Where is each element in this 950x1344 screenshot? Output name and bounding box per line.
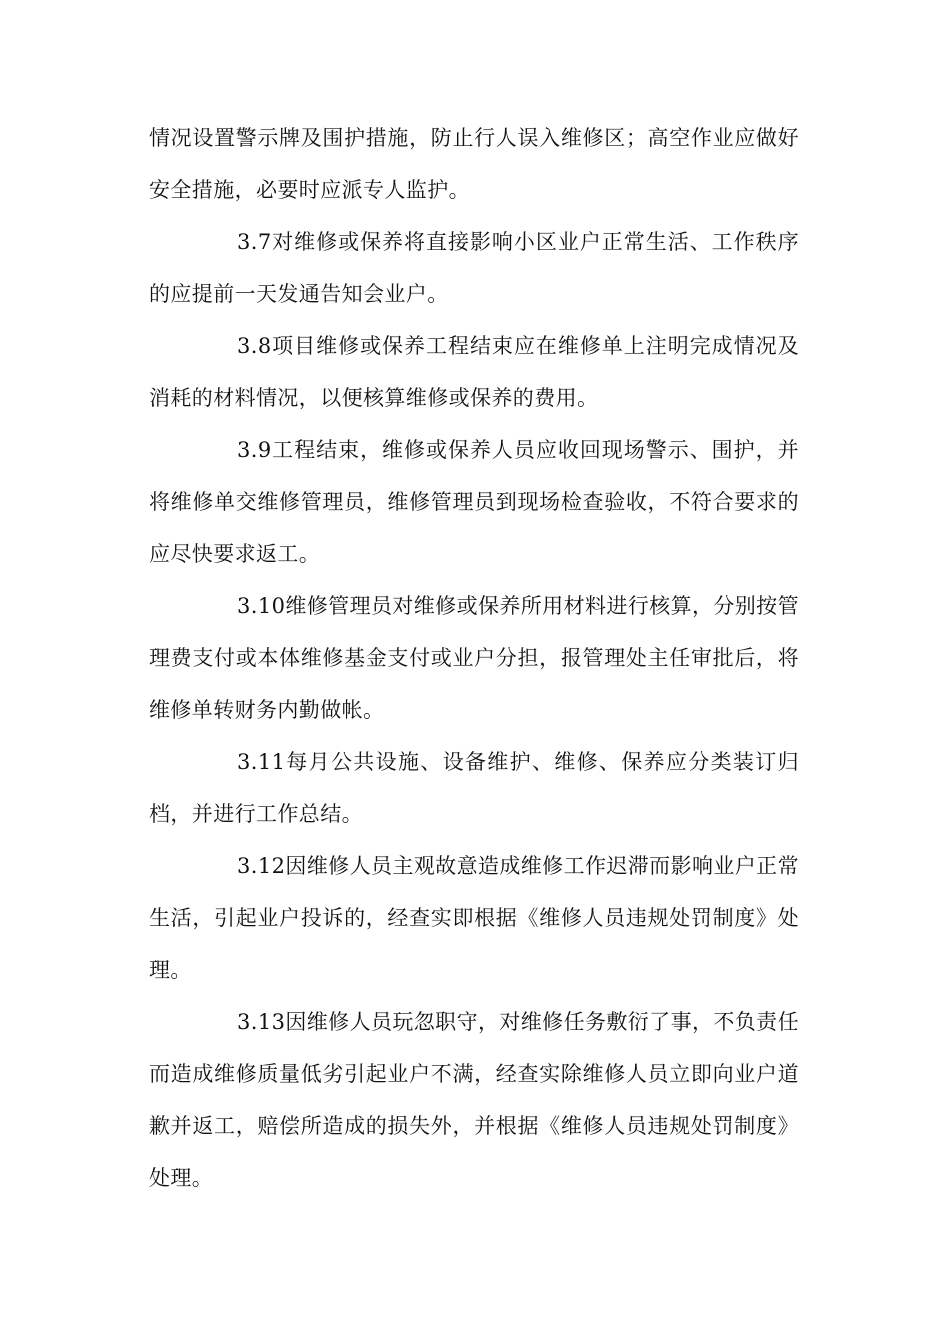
paragraph-3-12: 3.12因维修人员主观故意造成维修工作迟滞而影响业户正常生活，引起业户投诉的，经查实即根据《维修人员违规处罚制度》处理。: [149, 854, 799, 982]
paragraph-continuation: 情况设置警示牌及围护措施，防止行人误入维修区；高空作业应做好安全措施，必要时应派专人监护。: [149, 126, 799, 202]
paragraph-3-10: 3.10维修管理员对维修或保养所用材料进行核算，分别按管理费支付或本体维修基金支付或业户分担，报管理处主任审批后，将维修单转财务内勤做帐。: [149, 594, 799, 722]
paragraph-3-11: 3.11每月公共设施、设备维护、维修、保养应分类装订归档，并进行工作总结。: [149, 750, 799, 826]
paragraph-3-9: 3.9工程结束，维修或保养人员应收回现场警示、围护，并将维修单交维修管理员，维修管理员到现场检查验收，不符合要求的应尽快要求返工。: [149, 438, 799, 566]
document-body: [149, 112, 799, 1204]
paragraph-3-7: 3.7对维修或保养将直接影响小区业户正常生活、工作秩序的应提前一天发通告知会业户。: [149, 230, 799, 306]
paragraph-3-13: 3.13因维修人员玩忽职守，对维修任务敷衍了事，不负责任而造成维修质量低劣引起业户不满，经查实除维修人员立即向业户道歉并返工，赔偿所造成的损失外，并根据《维修人员违规处罚制度》处理。: [149, 1010, 799, 1190]
paragraph-3-8: 3.8项目维修或保养工程结束应在维修单上注明完成情况及消耗的材料情况，以便核算维修或保养的费用。: [149, 334, 799, 410]
